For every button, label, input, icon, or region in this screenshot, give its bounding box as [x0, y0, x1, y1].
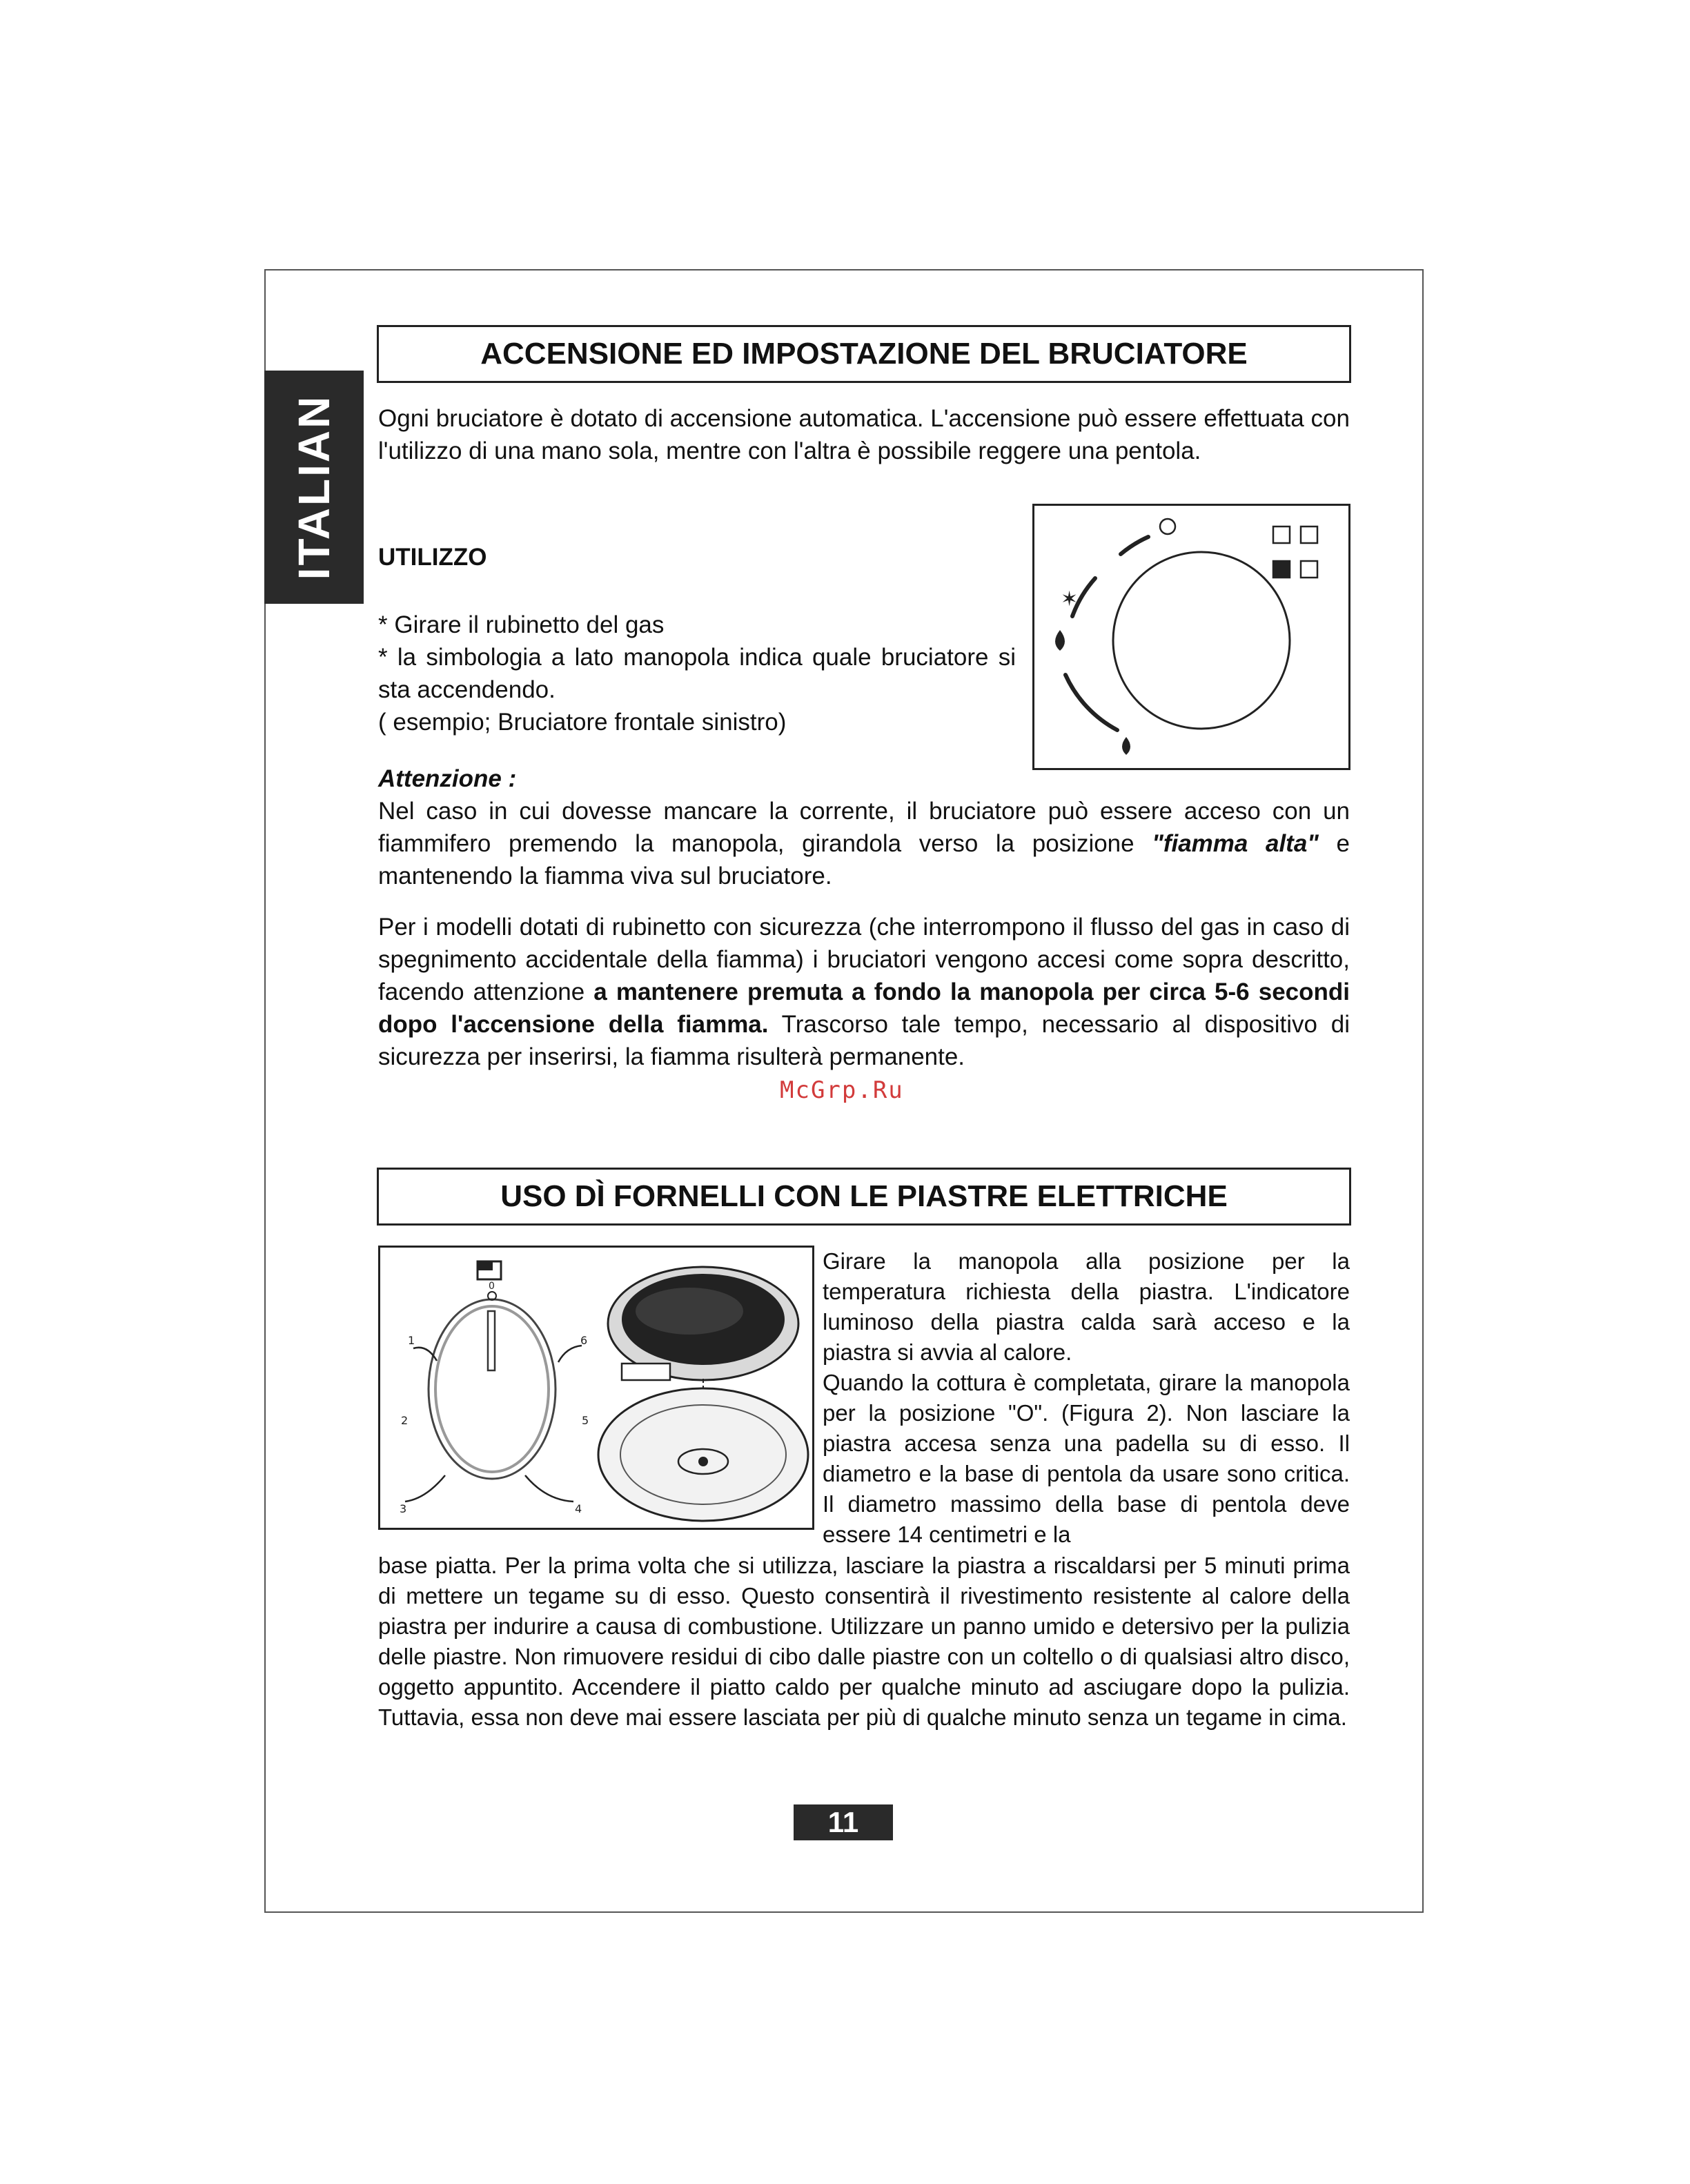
dial-arc-4	[525, 1475, 573, 1502]
flame-small-icon	[1122, 737, 1130, 755]
dial-rim	[435, 1306, 549, 1472]
dial-arc-6	[558, 1346, 582, 1362]
intro-paragraph: Ogni bruciatore è dotato di accensione automatica. L'accensione può essere effettuata con l'utilizzo di una mano sola, mentre con l'altra è possibile reggere una pentola.	[378, 405, 1350, 464]
burner-indicator-front-right-icon	[1301, 561, 1317, 578]
spark-icon: ✶	[1061, 587, 1079, 611]
hotplate-diagram	[378, 1246, 814, 1530]
safety-paragraph	[378, 911, 1350, 1073]
page-number: 11	[794, 1804, 893, 1840]
example-text: ( esempio; Bruciatore frontale sinistro)	[378, 709, 787, 736]
dial-label-6: 6	[580, 1334, 588, 1347]
dial-pointer	[488, 1311, 495, 1370]
safety-bold: a mantenere premuta a fondo la manopola per circa 5-6 secondi dopo l'accensione della fiamma.	[378, 978, 1350, 1038]
dial-body	[429, 1299, 556, 1479]
safety-text-a: Per i modelli dotati di rubinetto con sicurezza (che interrompono il flusso del gas in caso di spegnimento accidentale della fiamma) i bruciatori vengono accesi come sopra descritto, facendo attenzione	[378, 914, 1350, 1005]
flame-large-icon	[1055, 630, 1065, 651]
hotplate-body-text: base piatta. Per la prima volta che si utilizza, lasciare la piastra a riscaldarsi per 5 minuti prima di mettere un tegame su di esso. Questo consentirà il rivestimento resistente al calore della piastra per indurire a causa di combustione. Utilizzare un panno umido e detersivo per la pulizia delle piastre. Non rimuovere residui di cibo dalle piastre con un coltello o di qualsiasi altro disco, oggetto appuntito. Accendere il piatto caldo per qualche minuto ad asciugare dopo la pulizia. Tuttavia, essa non deve mai essere lasciata per più di qualche minuto senza un tegame in cima.	[378, 1553, 1350, 1730]
dial-label-0: 0	[489, 1281, 495, 1292]
language-tab	[264, 371, 364, 604]
knob-diagram	[1032, 504, 1350, 770]
burner-indicator-rear-right-icon	[1301, 527, 1317, 543]
knob-drawing	[1034, 506, 1348, 768]
hotplate-base-bolt	[698, 1457, 708, 1466]
bullet-1: * Girare il rubinetto del gas	[378, 611, 665, 638]
attention-emphasis: "fiamma alta"	[1152, 830, 1319, 857]
utilizzo-heading: UTILIZZO	[378, 544, 487, 571]
watermark: McGrp.Ru	[780, 1076, 904, 1104]
arc-lower	[1065, 675, 1117, 730]
dial-label-5: 5	[582, 1414, 589, 1427]
attention-paragraph	[378, 795, 1350, 892]
burner-indicator-rear-left-icon	[1273, 527, 1290, 543]
dial-label-1: 1	[408, 1334, 415, 1347]
section1-title-box	[377, 325, 1351, 383]
bullet-2: * la simbologia a lato manopola indica quale bruciatore si sta accendendo.	[378, 644, 1016, 703]
section2-title: USO DÌ FORNELLI CON LE PIASTRE ELETTRICHE	[500, 1179, 1228, 1213]
attention-text-b: e mantenendo la fiamma viva sul bruciatore.	[378, 830, 1350, 889]
hotplate-connector	[622, 1364, 670, 1380]
arc-upper	[1121, 537, 1148, 554]
language-tab-label: ITALIAN	[289, 394, 339, 580]
dial-label-4: 4	[575, 1502, 582, 1515]
off-position-icon	[1160, 519, 1175, 534]
section2-title-box	[377, 1168, 1351, 1226]
hotplate-text-1: Girare la manopola alla posizione per la temperatura richiesta della piastra. L'indicatore luminoso della piastra calda sarà acceso e la piastra si avvia al calore.	[823, 1248, 1350, 1365]
attention-text-a: Nel caso in cui dovesse mancare la corrente, il bruciatore può essere acceso con un fiammifero premendo la manopola, girandola verso la posizione	[378, 798, 1350, 857]
hotplate-drawing	[380, 1248, 812, 1528]
dial-arc-3	[405, 1475, 445, 1502]
knob-circle	[1113, 552, 1290, 729]
section1-title: ACCENSIONE ED IMPOSTAZIONE DEL BRUCIATORE	[480, 337, 1248, 371]
hotplate-text-2: Quando la cottura è completata, girare la manopola per la posizione "O". (Figura 2). Non lasciare la piastra accesa senza una padella su di esso. Il diametro e la base di pentola da usare sono critica. Il diametro massimo della base di pentola deve essere 14 centimetri e la	[823, 1370, 1350, 1547]
safety-text-b: Trascorso tale tempo, necessario al dispositivo di sicurezza per inserirsi, la fiamma risulterà permanente.	[378, 1011, 1350, 1070]
dial-label-3: 3	[400, 1502, 407, 1515]
hotplate-symbol-fill	[478, 1261, 493, 1270]
hotplate-base	[598, 1388, 808, 1521]
attention-heading: Attenzione :	[378, 765, 517, 792]
hotplate-highlight	[636, 1288, 743, 1335]
burner-indicator-front-left-icon	[1273, 561, 1290, 578]
dial-label-2: 2	[401, 1414, 409, 1427]
